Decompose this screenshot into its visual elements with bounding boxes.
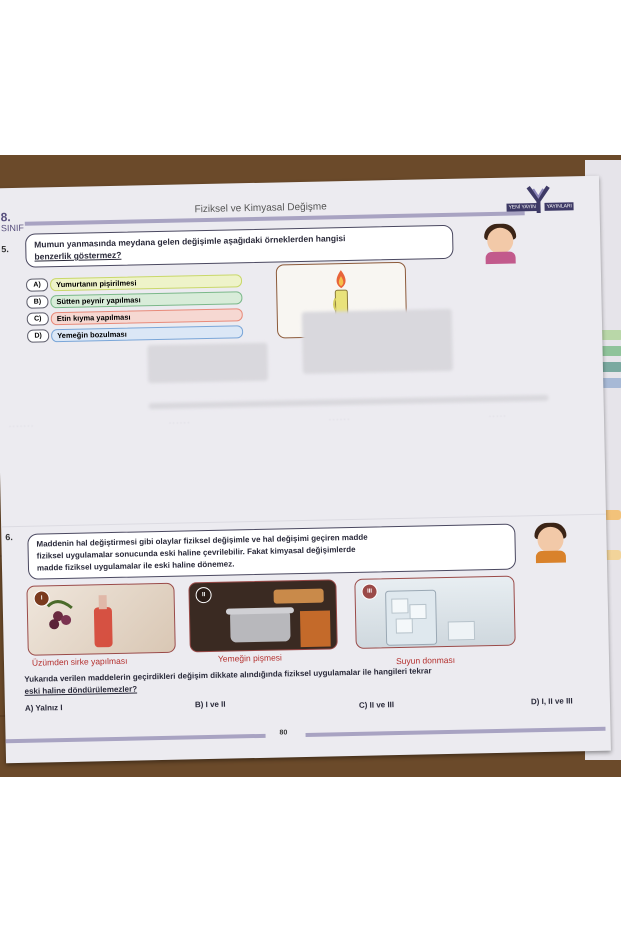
question-5-line-1: Mumun yanmasında meydana gelen değişimle aşağıdaki örneklerden hangisi (34, 233, 346, 250)
option-b-text: Sütten peynir yapılması (50, 291, 242, 308)
footer-rule-right (306, 727, 606, 737)
answer-c[interactable]: C) II ve III (358, 700, 395, 710)
page-title: Fiziksel ve Kimyasal Değişme (194, 201, 327, 216)
option-d-letter: D) (27, 329, 49, 342)
ice-glass-icon (355, 577, 514, 648)
question-6-text-line-2: eski haline döndürülemezler? (24, 684, 138, 696)
section-divider (1, 514, 606, 528)
option-a[interactable] (26, 274, 242, 291)
grade-label: 8. SINIF (0, 210, 24, 234)
answer-d[interactable]: D) I, II ve III (530, 696, 573, 707)
photo-1-badge: I (33, 590, 49, 606)
option-b-letter: B) (26, 295, 48, 308)
question-5-line-2: benzerlik göstermez? (34, 249, 122, 262)
photo-vinegar (26, 583, 175, 656)
option-b[interactable] (26, 291, 242, 308)
question-6-line-2: fiziksel uygulamalar sonucunda eski haline çevrilebilir. Fakat kimyasal değişimlerde (36, 544, 356, 561)
photo-3-badge: III (361, 583, 377, 599)
caption-2: Yemeğin pişmesi (217, 652, 282, 664)
answer-b[interactable]: B) I ve II (194, 699, 226, 710)
question-6-prompt (27, 524, 516, 580)
logo-tag-left: YENİ YAYIN (506, 203, 537, 212)
option-c-text: Etin kıyma yapılması (51, 308, 243, 325)
photo-ice (354, 576, 515, 649)
grapes-bottle-icon (27, 584, 174, 655)
option-c-letter: C) (27, 312, 49, 325)
caption-1: Üzümden sirke yapılması (31, 655, 128, 668)
question-6-text (24, 662, 599, 698)
cooking-pot-icon (189, 580, 336, 651)
question-5-number: 5. (1, 244, 9, 255)
page-number: 80 (279, 729, 288, 737)
answer-a[interactable]: A) Yalnız I (24, 703, 63, 713)
girl-avatar-icon (525, 516, 576, 563)
logo-tag-right: YAYINLARI (544, 202, 574, 211)
workbook-page: 8. SINIF Fiziksel ve Kimyasal Değişme YENİ YAYIN YAYINLARI 5. Mumun yanmasında meydana gelen değişimle aşağıdaki örneklerden hangisi benzerlik göstermez? A) Yumurtanın pişirilmesi B) Sütten peynir yapılması C) Etin kıyma yapılması D) Yemeğin bozulması · · · · · · · · · · · · · · · · · · · · · · · · 6. Maddenin hal değiştirmesi gibi olaylar fiziksel değişimle ve hal değişimi geçiren madde fiziksel uygulamalar sonucunda eski haline çevrilebilir. Fakat kimyasal değişimlerde madde fiziksel uygulamalar ile eski haline dönemez. I II III Üzümden sirke yapılması Yemeğin pişmesi Suyun donması Yukarıda verilen maddelerin geçirdikleri değişim dikkate alındığında fiziksel uygulamalar ile hangileri tekrar eski haline döndürülemezler? A) Yalnız I B) I ve II C) II ve III D) I, II ve III 80 (0, 176, 611, 764)
publisher-logo (506, 184, 571, 215)
photo-cooking (188, 579, 337, 652)
option-c[interactable] (27, 308, 243, 325)
girl-avatar-icon (475, 217, 526, 264)
footer-rule-left (6, 734, 266, 743)
question-6-number: 6. (5, 532, 13, 543)
option-d[interactable] (27, 325, 243, 342)
option-d-text: Yemeğin bozulması (51, 325, 243, 342)
option-a-letter: A) (26, 278, 48, 291)
question-6-line-3: madde fiziksel uygulamalar ile eski haline dönemez. (36, 559, 235, 573)
option-a-text: Yumurtanın pişirilmesi (50, 274, 242, 291)
photo-2-badge: II (195, 587, 211, 603)
question-6-line-1: Maddenin hal değiştirmesi gibi olaylar fiziksel değişimle ve hal değişimi geçiren madde (36, 532, 368, 549)
caption-3: Suyun donması (395, 654, 456, 667)
question-6-text-line-1: Yukarıda verilen maddelerin geçirdikleri değişim dikkate alındığında fiziksel uygulamalar ile hangileri tekrar (24, 666, 432, 684)
